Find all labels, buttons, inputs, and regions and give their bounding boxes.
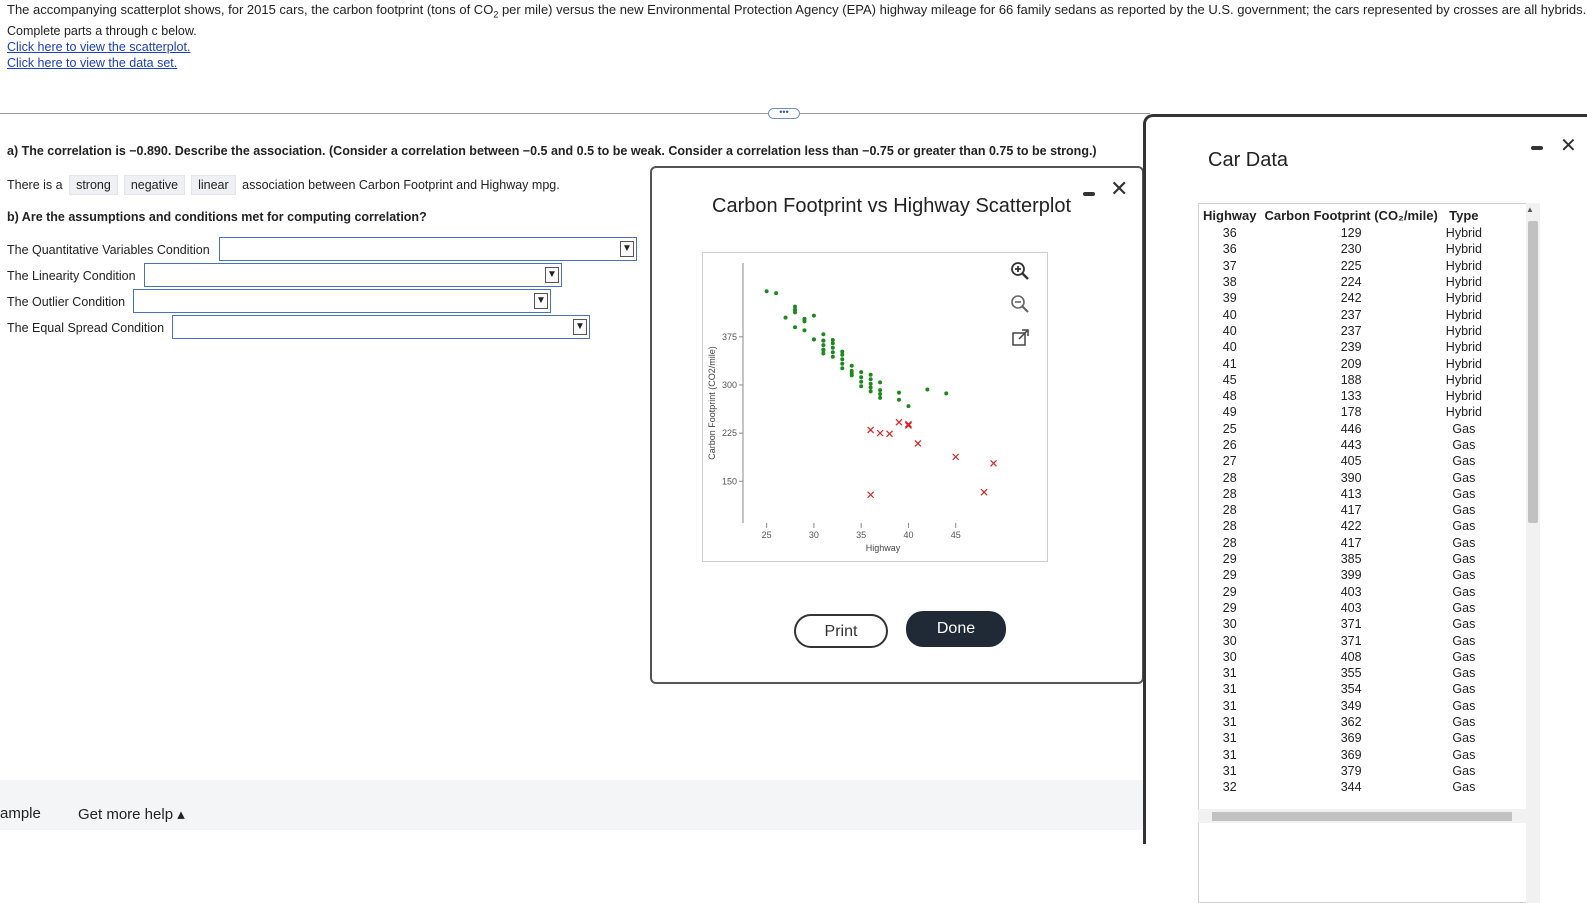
- more-options-button[interactable]: •••: [768, 108, 800, 119]
- cell-highway: 31: [1222, 698, 1237, 713]
- data-point-gas: [906, 404, 910, 408]
- table-row: [1199, 714, 1486, 730]
- cell-type: Gas: [1452, 747, 1476, 762]
- cell-highway: 28: [1222, 503, 1237, 518]
- cell-carbon-footprint: 362: [1340, 715, 1362, 730]
- dropdown-arrow-icon: ▼: [534, 293, 548, 309]
- table-row: [1199, 372, 1486, 388]
- car-data-table: [1199, 204, 1486, 795]
- cell-carbon-footprint: 403: [1340, 600, 1362, 615]
- cell-highway: 31: [1222, 715, 1237, 730]
- cell-type: Hybrid: [1445, 340, 1482, 355]
- cell-highway: 29: [1222, 568, 1237, 583]
- cell-highway: 41: [1222, 356, 1237, 371]
- table-row: [1199, 763, 1486, 779]
- cell-carbon-footprint: 344: [1340, 780, 1362, 795]
- column-header-highway: Highway: [1203, 208, 1257, 223]
- car-data-panel: [1143, 114, 1587, 844]
- cell-carbon-footprint: 408: [1340, 649, 1362, 664]
- table-row: [1199, 225, 1486, 241]
- cell-highway: 30: [1222, 649, 1237, 664]
- cell-carbon-footprint: 230: [1340, 242, 1362, 257]
- condition-select-quantitative[interactable]: [219, 237, 637, 261]
- cell-highway: 45: [1222, 372, 1237, 387]
- cell-type: Gas: [1452, 470, 1476, 485]
- cell-carbon-footprint: 417: [1340, 503, 1362, 518]
- table-row: [1199, 274, 1486, 290]
- car-data-table-container: [1198, 203, 1535, 903]
- cell-type: Gas: [1452, 454, 1476, 469]
- x-tick-label: 45: [950, 530, 961, 540]
- data-point-hybrid: [981, 489, 987, 495]
- cell-highway: 31: [1222, 682, 1237, 697]
- cell-type: Hybrid: [1445, 275, 1482, 290]
- cell-highway: 28: [1222, 519, 1237, 534]
- dropdown-arrow-icon: ▼: [545, 267, 559, 283]
- cell-type: Gas: [1452, 666, 1476, 681]
- cell-carbon-footprint: 379: [1340, 763, 1362, 778]
- cell-type: Gas: [1452, 617, 1476, 632]
- data-point-gas: [812, 314, 816, 318]
- minimize-button[interactable]: [1083, 192, 1095, 196]
- cell-highway: 29: [1222, 600, 1237, 615]
- table-row: [1199, 306, 1486, 322]
- cell-type: Gas: [1452, 584, 1476, 599]
- data-point-gas: [821, 339, 825, 343]
- cell-type: Hybrid: [1445, 405, 1482, 420]
- cell-highway: 31: [1222, 666, 1237, 681]
- part-a-answer: [7, 175, 560, 195]
- x-tick-label: 35: [856, 530, 867, 540]
- cell-highway: 31: [1222, 763, 1237, 778]
- data-point-hybrid: [915, 440, 921, 446]
- answer-chip-direction[interactable]: negative: [124, 175, 185, 195]
- table-row: [1199, 535, 1486, 551]
- data-point-hybrid: [877, 430, 883, 436]
- cell-carbon-footprint: 237: [1340, 323, 1362, 338]
- data-point-gas: [831, 338, 835, 342]
- view-scatterplot-link[interactable]: Click here to view the scatterplot.: [7, 40, 191, 54]
- cell-type: Gas: [1452, 519, 1476, 534]
- zoom-in-icon[interactable]: [1010, 261, 1030, 281]
- y-tick-label: 300: [721, 379, 737, 390]
- cell-carbon-footprint: 417: [1340, 535, 1362, 550]
- data-point-hybrid: [991, 460, 997, 466]
- cell-type: Hybrid: [1445, 389, 1482, 404]
- data-point-gas: [878, 388, 882, 392]
- table-row: [1199, 339, 1486, 355]
- x-axis-label: Highway: [865, 543, 901, 553]
- table-row: [1199, 421, 1486, 437]
- zoom-out-icon[interactable]: [1010, 294, 1030, 314]
- cell-carbon-footprint: 224: [1340, 275, 1362, 290]
- cell-carbon-footprint: 390: [1340, 470, 1362, 485]
- cell-highway: 36: [1222, 242, 1237, 257]
- dialog-title: Carbon Footprint vs Highway Scatterplot: [712, 195, 1072, 217]
- table-row: [1199, 779, 1486, 795]
- table-row: [1199, 698, 1486, 714]
- table-row: [1199, 518, 1486, 534]
- cell-highway: 29: [1222, 584, 1237, 599]
- data-point-gas: [821, 332, 825, 336]
- data-point-gas: [784, 316, 788, 320]
- cell-type: Gas: [1452, 421, 1476, 436]
- data-point-gas: [821, 343, 825, 347]
- car-data-title: Car Data: [1208, 149, 1289, 171]
- cell-type: Gas: [1452, 780, 1476, 795]
- data-point-gas: [897, 398, 901, 402]
- scatterplot-dialog: [650, 166, 1144, 684]
- instructions-text: Complete parts a through c below.: [7, 24, 197, 38]
- data-point-gas: [793, 325, 797, 329]
- data-point-gas: [859, 370, 863, 374]
- table-row: [1199, 616, 1486, 632]
- cell-type: Gas: [1452, 600, 1476, 615]
- cell-carbon-footprint: 133: [1340, 389, 1362, 404]
- column-header-carbon-footprint: Carbon Footprint (CO₂/mile): [1264, 208, 1438, 223]
- cell-carbon-footprint: 405: [1340, 454, 1362, 469]
- data-point-gas: [802, 317, 806, 321]
- cell-highway: 36: [1222, 226, 1237, 241]
- scroll-up-icon[interactable]: ▲: [1526, 205, 1534, 214]
- cell-carbon-footprint: 403: [1340, 584, 1362, 599]
- table-row: [1199, 567, 1486, 583]
- y-tick-label: 225: [721, 428, 737, 439]
- condition-select-linearity[interactable]: [144, 263, 562, 287]
- cell-highway: 39: [1222, 291, 1237, 306]
- cell-type: Hybrid: [1445, 323, 1482, 338]
- cell-carbon-footprint: 355: [1340, 666, 1362, 681]
- data-point-gas: [859, 384, 863, 388]
- cell-highway: 30: [1222, 617, 1237, 632]
- get-more-help-button[interactable]: Get more help ▴: [78, 806, 185, 823]
- cell-highway: 28: [1222, 535, 1237, 550]
- cell-type: Gas: [1452, 649, 1476, 664]
- dropdown-arrow-icon: ▼: [573, 319, 587, 335]
- data-point-hybrid: [868, 492, 874, 498]
- cell-type: Gas: [1452, 763, 1476, 778]
- data-point-gas: [897, 391, 901, 395]
- answer-chip-strength[interactable]: strong: [69, 175, 118, 195]
- x-tick-label: 30: [808, 530, 819, 540]
- cell-highway: 32: [1222, 780, 1237, 795]
- cell-type: Hybrid: [1445, 226, 1482, 241]
- table-row: [1199, 437, 1486, 453]
- data-point-hybrid: [868, 427, 874, 433]
- table-row: [1199, 584, 1486, 600]
- cell-carbon-footprint: 422: [1340, 519, 1362, 534]
- data-point-gas: [859, 375, 863, 379]
- plot-frame: [702, 252, 1048, 562]
- data-point-gas: [812, 337, 816, 341]
- cell-type: Gas: [1452, 682, 1476, 697]
- cell-type: Gas: [1452, 633, 1476, 648]
- data-point-gas: [878, 380, 882, 384]
- cell-carbon-footprint: 446: [1340, 421, 1362, 436]
- answer-chip-form[interactable]: linear: [191, 175, 236, 195]
- cell-type: Hybrid: [1445, 356, 1482, 371]
- data-point-gas: [831, 346, 835, 350]
- y-tick-label: 150: [721, 476, 737, 487]
- cell-type: Gas: [1452, 698, 1476, 713]
- table-row: [1199, 469, 1486, 485]
- table-row: [1199, 551, 1486, 567]
- table-row: [1199, 649, 1486, 665]
- y-tick-label: 375: [721, 331, 737, 342]
- data-point-gas: [831, 350, 835, 354]
- answer-suffix: association between Carbon Footprint and Highway mpg.: [242, 178, 560, 192]
- dropdown-arrow-icon: ▼: [620, 241, 634, 257]
- cell-highway: 48: [1222, 389, 1237, 404]
- table-row: [1199, 241, 1486, 257]
- data-point-gas: [869, 377, 873, 381]
- data-point-hybrid: [953, 454, 959, 460]
- condition-label-outlier: The Outlier Condition: [7, 295, 126, 309]
- print-button[interactable]: Print: [794, 614, 888, 648]
- part-b-question: b) Are the assumptions and conditions met for computing correlation?: [7, 210, 427, 224]
- cell-carbon-footprint: 209: [1340, 356, 1362, 371]
- cell-carbon-footprint: 354: [1340, 682, 1362, 697]
- cell-type: Gas: [1452, 438, 1476, 452]
- condition-label-equal-spread: The Equal Spread Condition: [7, 321, 165, 335]
- condition-select-outlier[interactable]: [133, 289, 551, 313]
- cell-carbon-footprint: 349: [1340, 698, 1362, 713]
- cell-carbon-footprint: 369: [1340, 731, 1362, 746]
- table-row: [1199, 404, 1486, 420]
- vertical-scrollbar-thumb[interactable]: [1528, 221, 1538, 523]
- cell-highway: 28: [1222, 470, 1237, 485]
- data-point-gas: [850, 364, 854, 368]
- data-point-gas: [774, 291, 778, 295]
- popout-icon[interactable]: [1011, 328, 1031, 348]
- data-point-gas: [840, 366, 844, 370]
- cell-type: Gas: [1452, 486, 1476, 501]
- cell-carbon-footprint: 129: [1340, 226, 1362, 241]
- table-row: [1199, 323, 1486, 339]
- scatterplot-chart: [703, 253, 1049, 563]
- table-row: [1199, 665, 1486, 681]
- table-row: [1199, 600, 1486, 616]
- cell-highway: 27: [1222, 454, 1237, 469]
- cell-highway: 30: [1222, 633, 1237, 648]
- cell-highway: 40: [1222, 323, 1237, 338]
- cell-carbon-footprint: 399: [1340, 568, 1362, 583]
- cell-highway: 49: [1222, 405, 1237, 420]
- table-row: [1199, 502, 1486, 518]
- cell-highway: 25: [1222, 421, 1237, 436]
- cell-type: Gas: [1452, 715, 1476, 730]
- cell-carbon-footprint: 239: [1340, 340, 1362, 355]
- cell-type: Gas: [1452, 552, 1476, 567]
- cell-type: Hybrid: [1445, 291, 1482, 306]
- cell-highway: 40: [1222, 340, 1237, 355]
- part-a-question: a) The correlation is −0.890. Describe the association. (Consider a correlation between −0.5 and 0.5 to be weak. Consider a correlation less than −0.75 or greater than 0.75 to be strong.): [7, 144, 1097, 158]
- cell-carbon-footprint: 178: [1340, 405, 1362, 420]
- column-header-type: Type: [1449, 208, 1479, 223]
- intro-text: The accompanying scatterplot shows, for 2015 cars, the carbon footprint (tons of $CO_2$ per mile) versus the new Environmental Protection Agency (EPA) highway mileage for 66 family sedans as reported by the U.S. government; the cars represented by crosses are all hybrids.: [7, 2, 1587, 20]
- view-data-set-link[interactable]: Click here to view the data set.: [7, 56, 178, 70]
- table-row: [1199, 453, 1486, 469]
- x-tick-label: 40: [903, 530, 914, 540]
- data-point-gas: [869, 373, 873, 377]
- cell-carbon-footprint: 188: [1340, 372, 1362, 387]
- table-row: [1199, 681, 1486, 697]
- y-axis-label: Carbon Footprint (CO2/mile): [707, 346, 717, 460]
- cell-carbon-footprint: 237: [1340, 307, 1362, 322]
- done-button[interactable]: Done: [906, 611, 1006, 647]
- cell-type: Gas: [1452, 731, 1476, 746]
- data-point-gas: [878, 392, 882, 396]
- cell-highway: 28: [1222, 486, 1237, 501]
- data-point-gas: [869, 382, 873, 386]
- cell-carbon-footprint: 371: [1340, 617, 1362, 632]
- cell-type: Hybrid: [1445, 242, 1482, 257]
- data-point-gas: [831, 355, 835, 359]
- cell-type: Gas: [1452, 535, 1476, 550]
- cell-highway: 31: [1222, 731, 1237, 746]
- cell-carbon-footprint: 225: [1340, 258, 1362, 273]
- condition-select-equal-spread[interactable]: [172, 315, 590, 339]
- cell-carbon-footprint: 443: [1340, 438, 1362, 452]
- table-row: [1199, 388, 1486, 404]
- data-point-gas: [765, 289, 769, 293]
- data-point-gas: [850, 373, 854, 377]
- cell-carbon-footprint: 242: [1340, 291, 1362, 306]
- cell-type: Gas: [1452, 568, 1476, 583]
- data-point-gas: [793, 308, 797, 312]
- cell-type: Gas: [1452, 503, 1476, 518]
- cell-carbon-footprint: 369: [1340, 747, 1362, 762]
- data-point-gas: [878, 396, 882, 400]
- table-row: [1199, 632, 1486, 648]
- data-point-gas: [802, 328, 806, 332]
- data-point-gas: [840, 357, 844, 361]
- data-point-gas: [869, 389, 873, 393]
- cell-carbon-footprint: 413: [1340, 486, 1362, 501]
- cell-highway: 38: [1222, 275, 1237, 290]
- cell-type: Hybrid: [1445, 372, 1482, 387]
- condition-label-linearity: The Linearity Condition: [7, 269, 136, 283]
- data-point-hybrid: [896, 419, 902, 425]
- x-tick-label: 25: [761, 530, 772, 540]
- cell-carbon-footprint: 385: [1340, 552, 1362, 567]
- data-point-hybrid: [887, 431, 893, 437]
- answer-prefix: There is a: [7, 178, 63, 192]
- table-row: [1199, 355, 1486, 371]
- condition-label-quantitative: The Quantitative Variables Condition: [7, 243, 210, 257]
- data-point-gas: [840, 350, 844, 354]
- cell-highway: 40: [1222, 307, 1237, 322]
- data-point-gas: [925, 387, 929, 391]
- data-point-gas: [821, 352, 825, 356]
- section-divider: [0, 113, 1150, 114]
- data-point-gas: [944, 391, 948, 395]
- data-point-gas: [840, 362, 844, 366]
- table-row: [1199, 486, 1486, 502]
- table-row: [1199, 290, 1486, 306]
- cell-highway: 31: [1222, 747, 1237, 762]
- data-point-gas: [859, 380, 863, 384]
- minimize-button[interactable]: [1531, 146, 1543, 150]
- cell-carbon-footprint: 371: [1340, 633, 1362, 648]
- footer-example-link[interactable]: ample: [0, 805, 41, 822]
- cell-highway: 37: [1222, 258, 1237, 273]
- table-row: [1199, 747, 1486, 763]
- horizontal-scrollbar-thumb[interactable]: [1212, 812, 1512, 821]
- cell-type: Hybrid: [1445, 258, 1482, 273]
- cell-type: Hybrid: [1445, 307, 1482, 322]
- data-point-gas: [869, 386, 873, 390]
- close-icon[interactable]: ✕: [1110, 176, 1129, 201]
- table-row: [1199, 730, 1486, 746]
- cell-highway: 29: [1222, 552, 1237, 567]
- close-icon[interactable]: ✕: [1560, 135, 1577, 157]
- cell-highway: 26: [1222, 438, 1237, 452]
- table-row: [1199, 258, 1486, 274]
